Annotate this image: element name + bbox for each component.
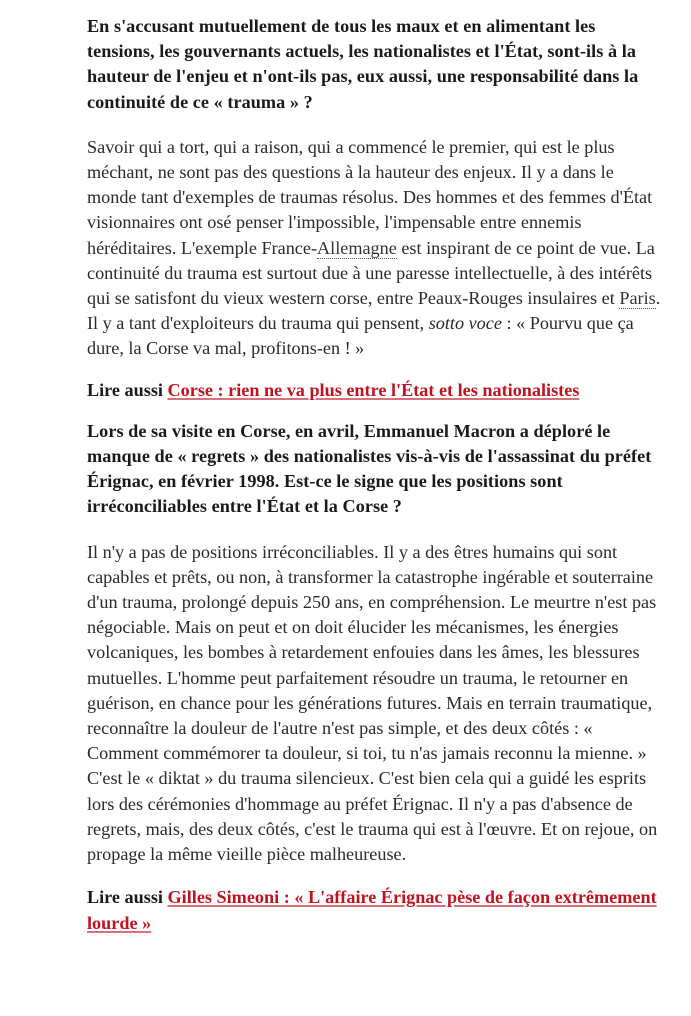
read-also-link-simeoni[interactable]: Gilles Simeoni : « L'affaire Érignac pèse de façon extrêmement lourde »: [87, 887, 657, 933]
read-also-label: Lire aussi: [87, 379, 168, 400]
answer-text: . Il y a tant d'exploiteurs du trauma qui pensent,: [87, 288, 661, 334]
answer-text: Savoir qui a tort, qui a raison, qui a commencé le premier, qui est le plus méchant, ne sont pas des questions à la hauteur des enjeux. Il y a dans le monde tant d'exemples de traumas résolus. Des hommes et des femmes d'État visionnaires ont osé penser l'impossible, l'impensable entre ennemis héréditaires. L'exemple France-: [87, 136, 653, 258]
link-allemagne[interactable]: Allemagne: [317, 237, 397, 258]
read-also-label: Lire aussi: [87, 887, 168, 908]
interview-answer-2: Il n'y a pas de positions irréconciliables. Il y a des êtres humains qui sont capables et prêts, ou non, à transformer la catastrophe ingérable et souterraine d'un trauma, prolongé depuis 250 ans, en compréhension. Le meurtre n'est pas négociable. Mais on peut et on doit élucider les mécanismes, les énergies volcaniques, les bombes à retardement enfouies dans les âmes, les blessures mutuelles. L'homme peut parfaitement résoudre un trauma, le retourner en guérison, en chance pour les générations futures. Mais en terrain traumatique, reconnaître la douleur de l'autre n'est pas simple, et des deux côtés : « Comment commémorer ta douleur, si toi, tu n'as jamais reconnu la mienne. » C'est le « diktat » du trauma silencieux. C'est bien cela qui a guidé les esprits lors des cérémonies d'hommage au préfet Érignac. Il n'y a pas d'absence de regrets, mais, des deux côtés, c'est le trauma qui est à l'œuvre. Et on rejoue, on propage la même vieille pièce malheureuse.: [87, 541, 658, 865]
read-also-link-corse[interactable]: Corse : rien ne va plus entre l'État et les nationalistes: [167, 379, 580, 400]
link-paris[interactable]: Paris: [619, 288, 656, 309]
answer-text: : « Pourvu que ça dure, la Corse va mal, profitons-en ! »: [87, 313, 634, 359]
answer-text: est inspirant de ce point de vue. La continuité du trauma est surtout due à une paresse intellectuelle, à des intérêts qui se satisfont du vieux western corse, entre Peaux-Rouges insulaires et: [87, 237, 655, 309]
interview-question-1: En s'accusant mutuellement de tous les maux et en alimentant les tensions, les gouvernants actuels, les nationalistes et l'État, sont-ils à la hauteur de l'enjeu et n'ont-ils pas, eux aussi, une responsabilité dans la continuité de ce « trauma » ?: [87, 16, 639, 112]
interview-answer-1: [87, 135, 667, 362]
italic-phrase: sotto voce: [428, 313, 502, 334]
article-body: [87, 14, 667, 954]
interview-question-2: Lors de sa visite en Corse, en avril, Emmanuel Macron a déploré le manque de « regrets » des nationalistes vis-à-vis de l'assassinat du préfet Érignac, en février 1998. Est-ce le signe que les positions sont irréconciliables entre l'État et la Corse ?: [87, 420, 652, 517]
read-also-1: [87, 378, 667, 403]
read-also-2: [87, 885, 667, 935]
